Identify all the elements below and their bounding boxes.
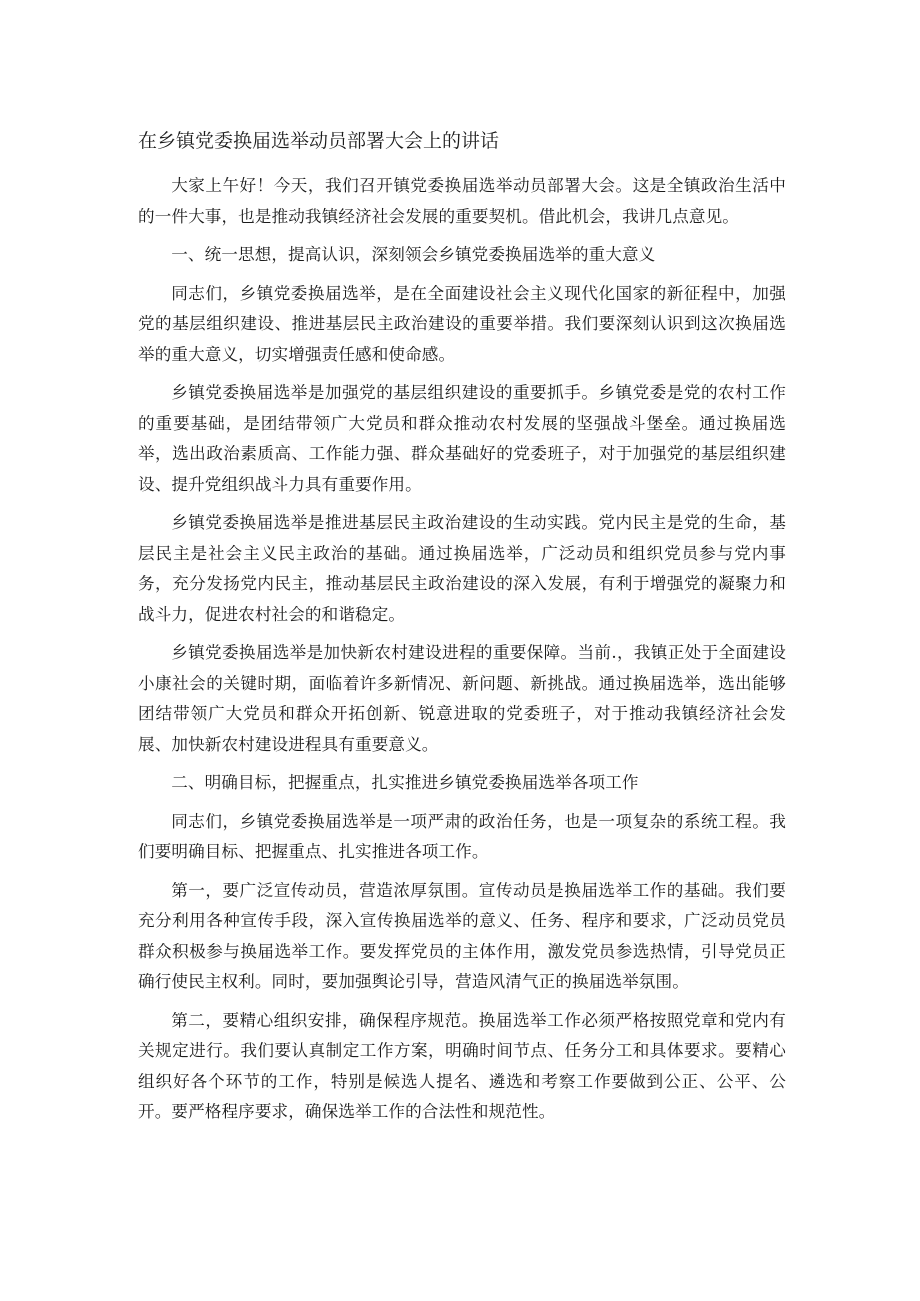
section-heading-2: 二、明确目标，把握重点，扎实推进乡镇党委换届选举各项工作 (171, 773, 639, 792)
section-heading-1: 一、统一思想，提高认识，深刻领会乡镇党委换届选举的重大意义 (171, 245, 656, 264)
paragraph: 乡镇党委换届选举是推进基层民主政治建设的生动实践。党内民主是党的生命，基层民主是社会主义民主政治的基础。通过换届选举，广泛动员和组织党员参与党内事务，充分发扬党内民主，推动基层民主政治建设的深入发展，有利于增强党的凝聚力和战斗力，促进农村社会的和谐稳定。 (138, 513, 786, 624)
document-body (138, 171, 786, 1136)
paragraph: 第二，要精心组织安排，确保程序规范。换届选举工作必须严格按照党章和党内有关规定进行。我们要认真制定工作方案，明确时间节点、任务分工和具体要求。要精心组织好各个环节的工作，特别是候选人提名、遴选和考察工作要做到公正、公平、公开。要严格程序要求，确保选举工作的合法性和规范性。 (138, 1010, 786, 1121)
paragraph: 乡镇党委换届选举是加强党的基层组织建设的重要抓手。乡镇党委是党的农村工作的重要基础，是团结带领广大党员和群众推动农村发展的坚强战斗堡垒。通过换届选举，选出政治素质高、工作能力强、群众基础好的党委班子，对于加强党的基层组织建设、提升党组织战斗力具有重要作用。 (138, 383, 786, 494)
paragraph: 同志们，乡镇党委换届选举是一项严肃的政治任务，也是一项复杂的系统工程。我们要明确目标、把握重点、扎实推进各项工作。 (138, 811, 786, 861)
paragraph: 乡镇党委换届选举是加快新农村建设进程的重要保障。当前.，我镇正处于全面建设小康社会的关键时期，面临着许多新情况、新问题、新挑战。通过换届选举，选出能够团结带领广大党员和群众开拓创新、锐意进取的党委班子，对于推动我镇经济社会发展、加快新农村建设进程具有重要意义。 (138, 643, 786, 754)
document-title: 在乡镇党委换届选举动员部署大会上的讲话 (138, 130, 500, 152)
paragraph: 第一，要广泛宣传动员，营造浓厚氛围。宣传动员是换届选举工作的基础。我们要充分利用各种宣传手段，深入宣传换届选举的意义、任务、程序和要求，广泛动员党员群众积极参与换届选举工作。要发挥党员的主体作用，激发党员参选热情，引导党员正确行使民主权利。同时，要加强舆论引导，营造风清气正的换届选举氛围。 (138, 880, 786, 991)
paragraph: 同志们，乡镇党委换届选举，是在全面建设社会主义现代化国家的新征程中，加强党的基层组织建设、推进基层民主政治建设的重要举措。我们要深刻认识到这次换届选举的重大意义，切实增强责任感和使命感。 (138, 283, 786, 364)
paragraph-opening: 大家上午好！今天，我们召开镇党委换届选举动员部署大会。这是全镇政治生活中的一件大事，也是推动我镇经济社会发展的重要契机。借此机会，我讲几点意见。 (138, 176, 786, 226)
